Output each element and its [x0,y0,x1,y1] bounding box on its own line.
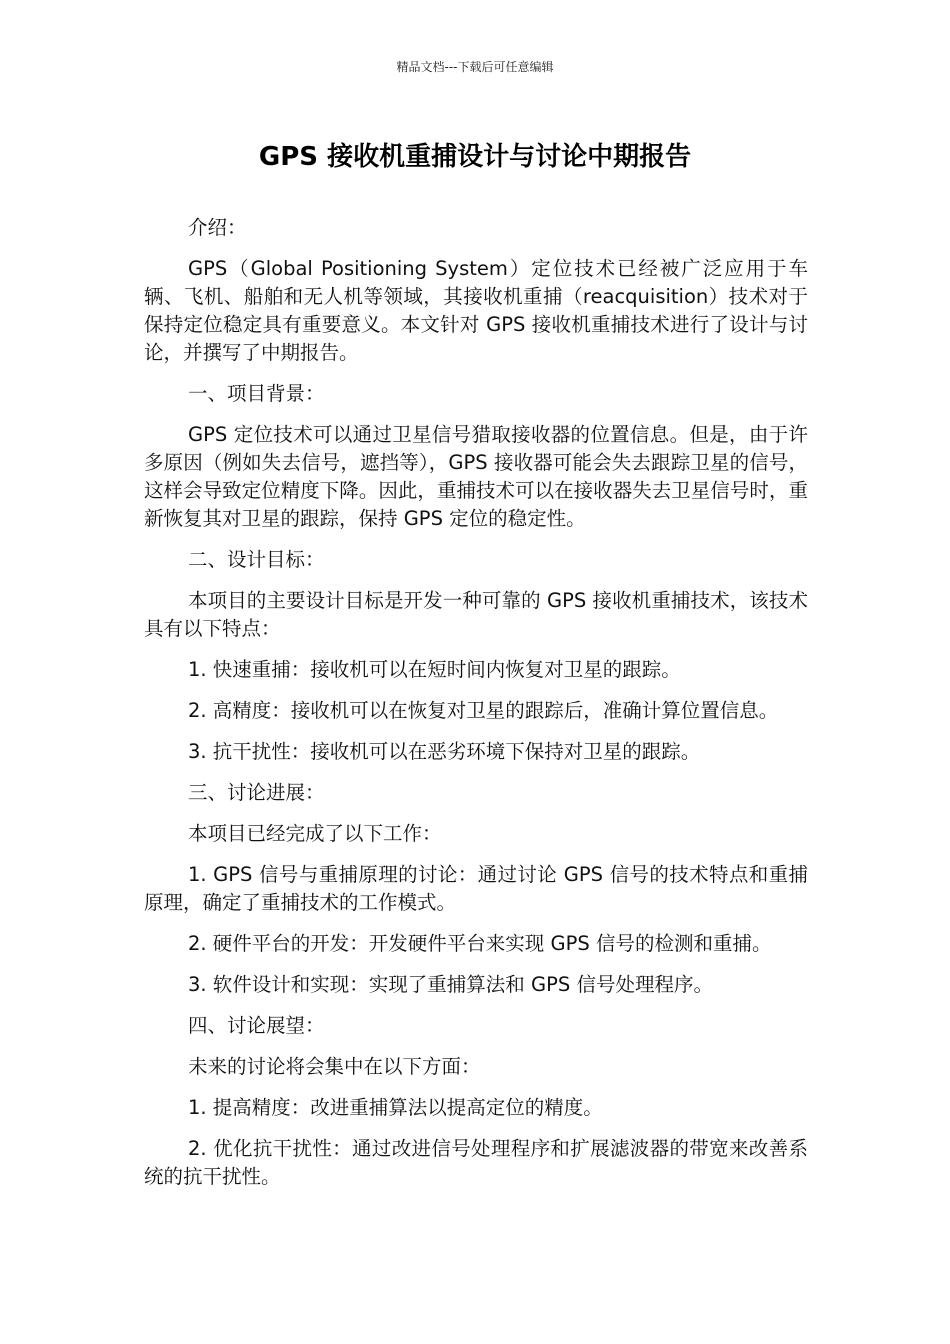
progress-item-2: 2. 硬件平台的开发：开发硬件平台来实现 GPS 信号的检测和重捕。 [188,932,772,955]
intro-paragraph: GPS（Global Positioning System）定位技术已经被广泛应用于车辆、飞机、船舶和无人机等领域，其接收机重捕（reacquisition）技术对于保持定位稳定具有重要意义。本文针对 GPS 接收机重捕技术进行了设计与讨论，并撰写了中期报告。 [144,257,808,364]
progress-item-1: 1. GPS 信号与重捕原理的讨论：通过讨论 GPS 信号的技术特点和重捕原理，确定了重捕技术的工作模式。 [144,863,808,914]
progress-paragraph: 本项目已经完成了以下工作： [188,822,442,845]
goal-item-3: 3. 抗干扰性：接收机可以在恶劣环境下保持对卫星的跟踪。 [188,740,701,763]
section-heading-outlook: 四、讨论展望： [188,1014,325,1037]
header-note: 精品文档---下载后可任意编辑 [396,60,554,74]
outlook-paragraph: 未来的讨论将会集中在以下方面： [188,1055,481,1078]
outlook-item-2: 2. 优化抗干扰性：通过改进信号处理程序和扩展滤波器的带宽来改善系统的抗干扰性。 [144,1137,808,1188]
section-heading-goals: 二、设计目标： [188,548,325,571]
section-heading-background: 一、项目背景： [188,382,325,405]
goals-paragraph: 本项目的主要设计目标是开发一种可靠的 GPS 接收机重捕技术，该技术具有以下特点： [144,589,808,640]
goal-item-1: 1. 快速重捕：接收机可以在短时间内恢复对卫星的跟踪。 [188,658,681,681]
document-body [144,214,808,1204]
section-label-intro: 介绍： [188,216,247,239]
background-paragraph: GPS 定位技术可以通过卫星信号猎取接收器的位置信息。但是，由于许多原因（例如失去信号，遮挡等），GPS 接收器可能会失去跟踪卫星的信号，这样会导致定位精度下降。因此，重捕技术可以在接收器失去卫星信号时，重新恢复其对卫星的跟踪，保持 GPS 定位的稳定性。 [144,423,808,530]
outlook-item-1: 1. 提高精度：改进重捕算法以提高定位的精度。 [188,1096,603,1119]
goal-item-2: 2. 高精度：接收机可以在恢复对卫星的跟踪后，准确计算位置信息。 [188,699,779,722]
document-title: GPS 接收机重捕设计与讨论中期报告 [258,142,692,172]
section-heading-progress: 三、讨论进展： [188,781,325,804]
progress-item-3: 3. 软件设计和实现：实现了重捕算法和 GPS 信号处理程序。 [188,973,713,996]
